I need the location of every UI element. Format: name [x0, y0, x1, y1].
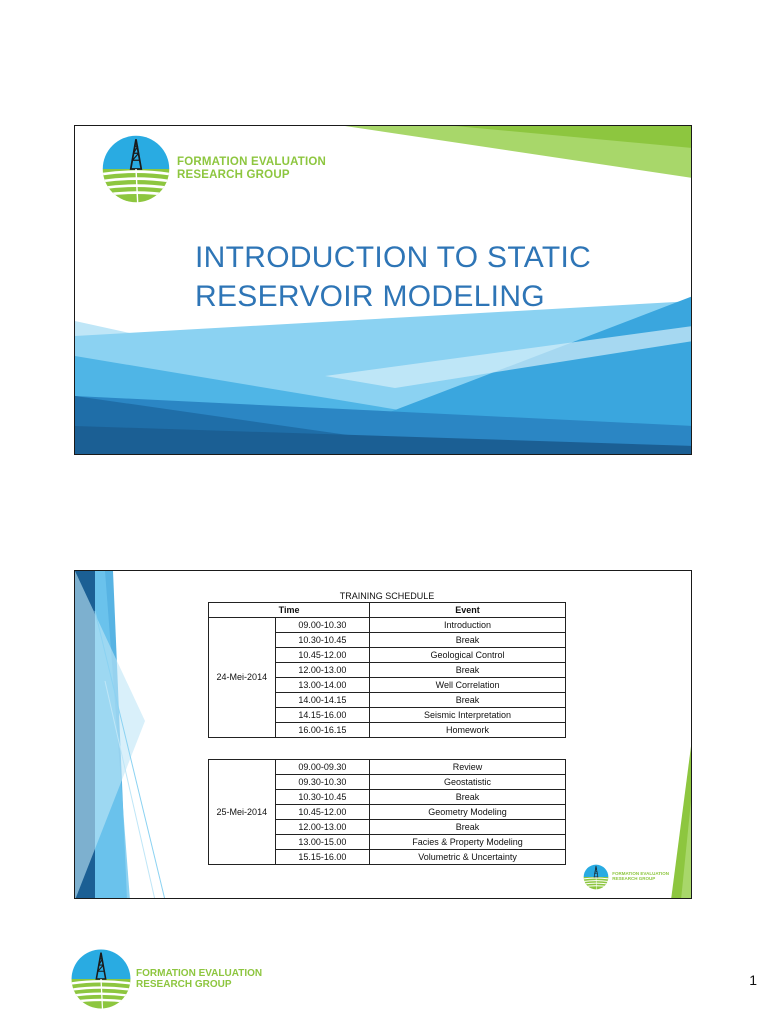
- schedule-time-cell: 12.00-13.00: [275, 663, 369, 678]
- logo-text: [612, 872, 669, 882]
- schedule-body-day-2: [209, 760, 566, 865]
- column-header-time: Time: [209, 603, 370, 618]
- schedule-event-cell: Break: [370, 790, 566, 805]
- schedule-event-cell: Introduction: [370, 618, 566, 633]
- schedule-event-cell: Review: [370, 760, 566, 775]
- schedule-table-day-2: [208, 759, 566, 865]
- logo-line-1: FORMATION EVALUATION: [136, 968, 263, 979]
- logo-line-2: RESEARCH GROUP: [177, 169, 290, 181]
- slide-title: [195, 238, 591, 316]
- schedule-event-cell: Break: [370, 820, 566, 835]
- schedule-event-cell: Well Correlation: [370, 678, 566, 693]
- schedule-body-day-1: [209, 618, 566, 738]
- schedule-event-cell: Facies & Property Modeling: [370, 835, 566, 850]
- schedule-event-cell: Break: [370, 663, 566, 678]
- schedule-event-cell: Geometry Modeling: [370, 805, 566, 820]
- schedule-time-cell: 15.15-16.00: [275, 850, 369, 865]
- schedule-date-cell: 24-Mei-2014: [209, 618, 276, 738]
- schedule-event-cell: Geostatistic: [370, 775, 566, 790]
- schedule-event-cell: Seismic Interpretation: [370, 708, 566, 723]
- slide-title-line-1: INTRODUCTION TO STATIC: [195, 241, 592, 274]
- schedule-time-cell: 10.30-10.45: [275, 633, 369, 648]
- column-header-event: Event: [370, 603, 566, 618]
- logo-line-2: RESEARCH GROUP: [136, 979, 232, 990]
- title-slide: [74, 125, 692, 455]
- schedule-heading: TRAINING SCHEDULE: [339, 591, 435, 601]
- oil-derrick-globe-icon: [101, 134, 171, 204]
- table-row: [209, 618, 566, 633]
- schedule-time-cell: 10.45-12.00: [275, 805, 369, 820]
- schedule-time-cell: 13.00-14.00: [275, 678, 369, 693]
- schedule-event-cell: Break: [370, 633, 566, 648]
- logo-line-2: RESEARCH GROUP: [612, 876, 656, 881]
- logo-text: [136, 968, 262, 990]
- slide-title-line-2: RESERVOIR MODELING: [195, 280, 545, 313]
- schedule-time-cell: 16.00-16.15: [275, 723, 369, 738]
- oil-derrick-globe-icon: [70, 948, 132, 1010]
- logo-small: [583, 864, 669, 890]
- page-number: 1: [749, 972, 757, 988]
- logo: [101, 134, 326, 204]
- schedule-time-cell: 09.30-10.30: [275, 775, 369, 790]
- schedule-slide: [74, 570, 692, 899]
- schedule-time-cell: 14.00-14.15: [275, 693, 369, 708]
- page-logo: [70, 948, 262, 1010]
- schedule-time-cell: 14.15-16.00: [275, 708, 369, 723]
- schedule-time-cell: 12.00-13.00: [275, 820, 369, 835]
- table-header-row: [209, 603, 566, 618]
- schedule-date-cell: 25-Mei-2014: [209, 760, 276, 865]
- logo-text: [177, 156, 326, 181]
- schedule-event-cell: Homework: [370, 723, 566, 738]
- logo-line-1: FORMATION EVALUATION: [612, 871, 669, 877]
- schedule-time-cell: 09.00-10.30: [275, 618, 369, 633]
- schedule-event-cell: Volumetric & Uncertainty: [370, 850, 566, 865]
- table-row: [209, 760, 566, 775]
- schedule-event-cell: Break: [370, 693, 566, 708]
- schedule-event-cell: Geological Control: [370, 648, 566, 663]
- schedule-table-day-1: [208, 602, 566, 738]
- oil-derrick-globe-icon: [583, 864, 609, 890]
- schedule-time-cell: 10.30-10.45: [275, 790, 369, 805]
- schedule-time-cell: 10.45-12.00: [275, 648, 369, 663]
- schedule-time-cell: 09.00-09.30: [275, 760, 369, 775]
- schedule-time-cell: 13.00-15.00: [275, 835, 369, 850]
- logo-line-1: FORMATION EVALUATION: [177, 156, 327, 169]
